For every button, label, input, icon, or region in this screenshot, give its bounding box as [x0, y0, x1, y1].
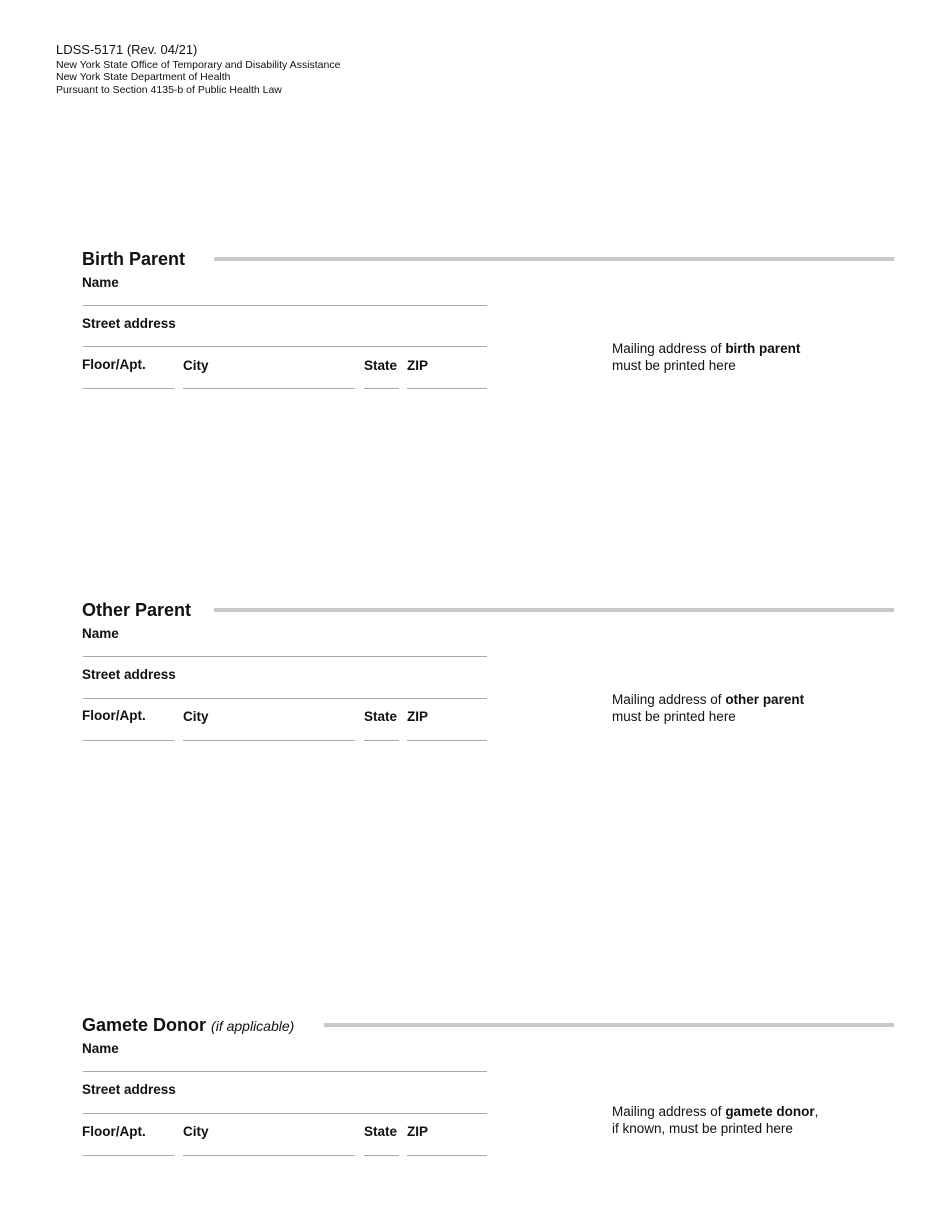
- section-divider: [324, 1023, 894, 1027]
- zip-label: ZIP: [407, 709, 429, 724]
- section-title-text: Other Parent: [82, 600, 192, 620]
- legal-authority: Pursuant to Section 4135-b of Public Health Law: [56, 83, 282, 96]
- name-label: Name: [82, 626, 119, 641]
- other-parent-section: [82, 599, 894, 759]
- state-field[interactable]: [364, 740, 399, 741]
- section-divider: [214, 257, 894, 261]
- note-prefix: Mailing address of: [612, 341, 726, 356]
- section-subtitle: (if applicable): [211, 1018, 295, 1034]
- zip-field[interactable]: [407, 388, 487, 389]
- note-emphasis: gamete donor: [725, 1104, 815, 1119]
- floor-apt-field[interactable]: [83, 1155, 174, 1156]
- section-title: [82, 599, 191, 621]
- state-label: State: [364, 1124, 398, 1139]
- floor-apt-field[interactable]: [83, 388, 174, 389]
- city-label: City: [183, 1124, 209, 1139]
- zip-label: ZIP: [407, 1124, 429, 1139]
- birth-parent-section: [82, 248, 894, 408]
- mailing-address-note: [612, 691, 892, 725]
- state-label: State: [364, 358, 398, 373]
- street-label: Street address: [82, 1082, 176, 1097]
- city-label: City: [183, 358, 209, 373]
- form-header: [56, 42, 340, 96]
- state-field[interactable]: [364, 388, 399, 389]
- section-title-text: Gamete Donor: [82, 1015, 207, 1035]
- note-prefix: Mailing address of: [612, 692, 726, 707]
- mailing-address-note: [612, 340, 892, 374]
- note-line-2: must be printed here: [612, 358, 736, 373]
- name-field[interactable]: [83, 305, 487, 306]
- note-emphasis: birth parent: [725, 341, 801, 356]
- section-divider: [214, 608, 894, 612]
- city-field[interactable]: [183, 740, 355, 741]
- floor-apt-label: Floor/Apt.: [82, 357, 146, 372]
- note-line-2: must be printed here: [612, 709, 736, 724]
- street-label: Street address: [82, 316, 176, 331]
- name-label: Name: [82, 275, 119, 290]
- note-line-2: if known, must be printed here: [612, 1121, 793, 1136]
- city-field[interactable]: [183, 388, 355, 389]
- street-address-field[interactable]: [83, 346, 487, 347]
- zip-field[interactable]: [407, 1155, 487, 1156]
- gamete-donor-section: [82, 1014, 894, 1174]
- city-field[interactable]: [183, 1155, 355, 1156]
- zip-field[interactable]: [407, 740, 487, 741]
- agency-doh: New York State Department of Health: [56, 71, 231, 84]
- note-emphasis: other parent: [725, 692, 805, 707]
- section-title: [82, 248, 185, 270]
- section-title-text: Birth Parent: [82, 249, 186, 269]
- floor-apt-label: Floor/Apt.: [82, 708, 146, 723]
- state-label: State: [364, 709, 398, 724]
- state-field[interactable]: [364, 1155, 399, 1156]
- agency-otda: New York State Office of Temporary and Disability Assistance: [56, 59, 341, 71]
- floor-apt-field[interactable]: [83, 740, 174, 741]
- city-label: City: [183, 709, 209, 724]
- mailing-address-note: [612, 1103, 892, 1137]
- street-address-field[interactable]: [83, 1113, 487, 1114]
- note-comma: ,: [814, 1104, 819, 1119]
- name-label: Name: [82, 1041, 119, 1056]
- street-address-field[interactable]: [83, 698, 487, 699]
- name-field[interactable]: [83, 656, 487, 657]
- note-prefix: Mailing address of: [612, 1104, 726, 1119]
- zip-label: ZIP: [407, 358, 429, 373]
- section-title: [82, 1014, 294, 1037]
- floor-apt-label: Floor/Apt.: [82, 1124, 146, 1139]
- form-id: LDSS-5171 (Rev. 04/21): [56, 42, 198, 57]
- name-field[interactable]: [83, 1071, 487, 1072]
- street-label: Street address: [82, 667, 176, 682]
